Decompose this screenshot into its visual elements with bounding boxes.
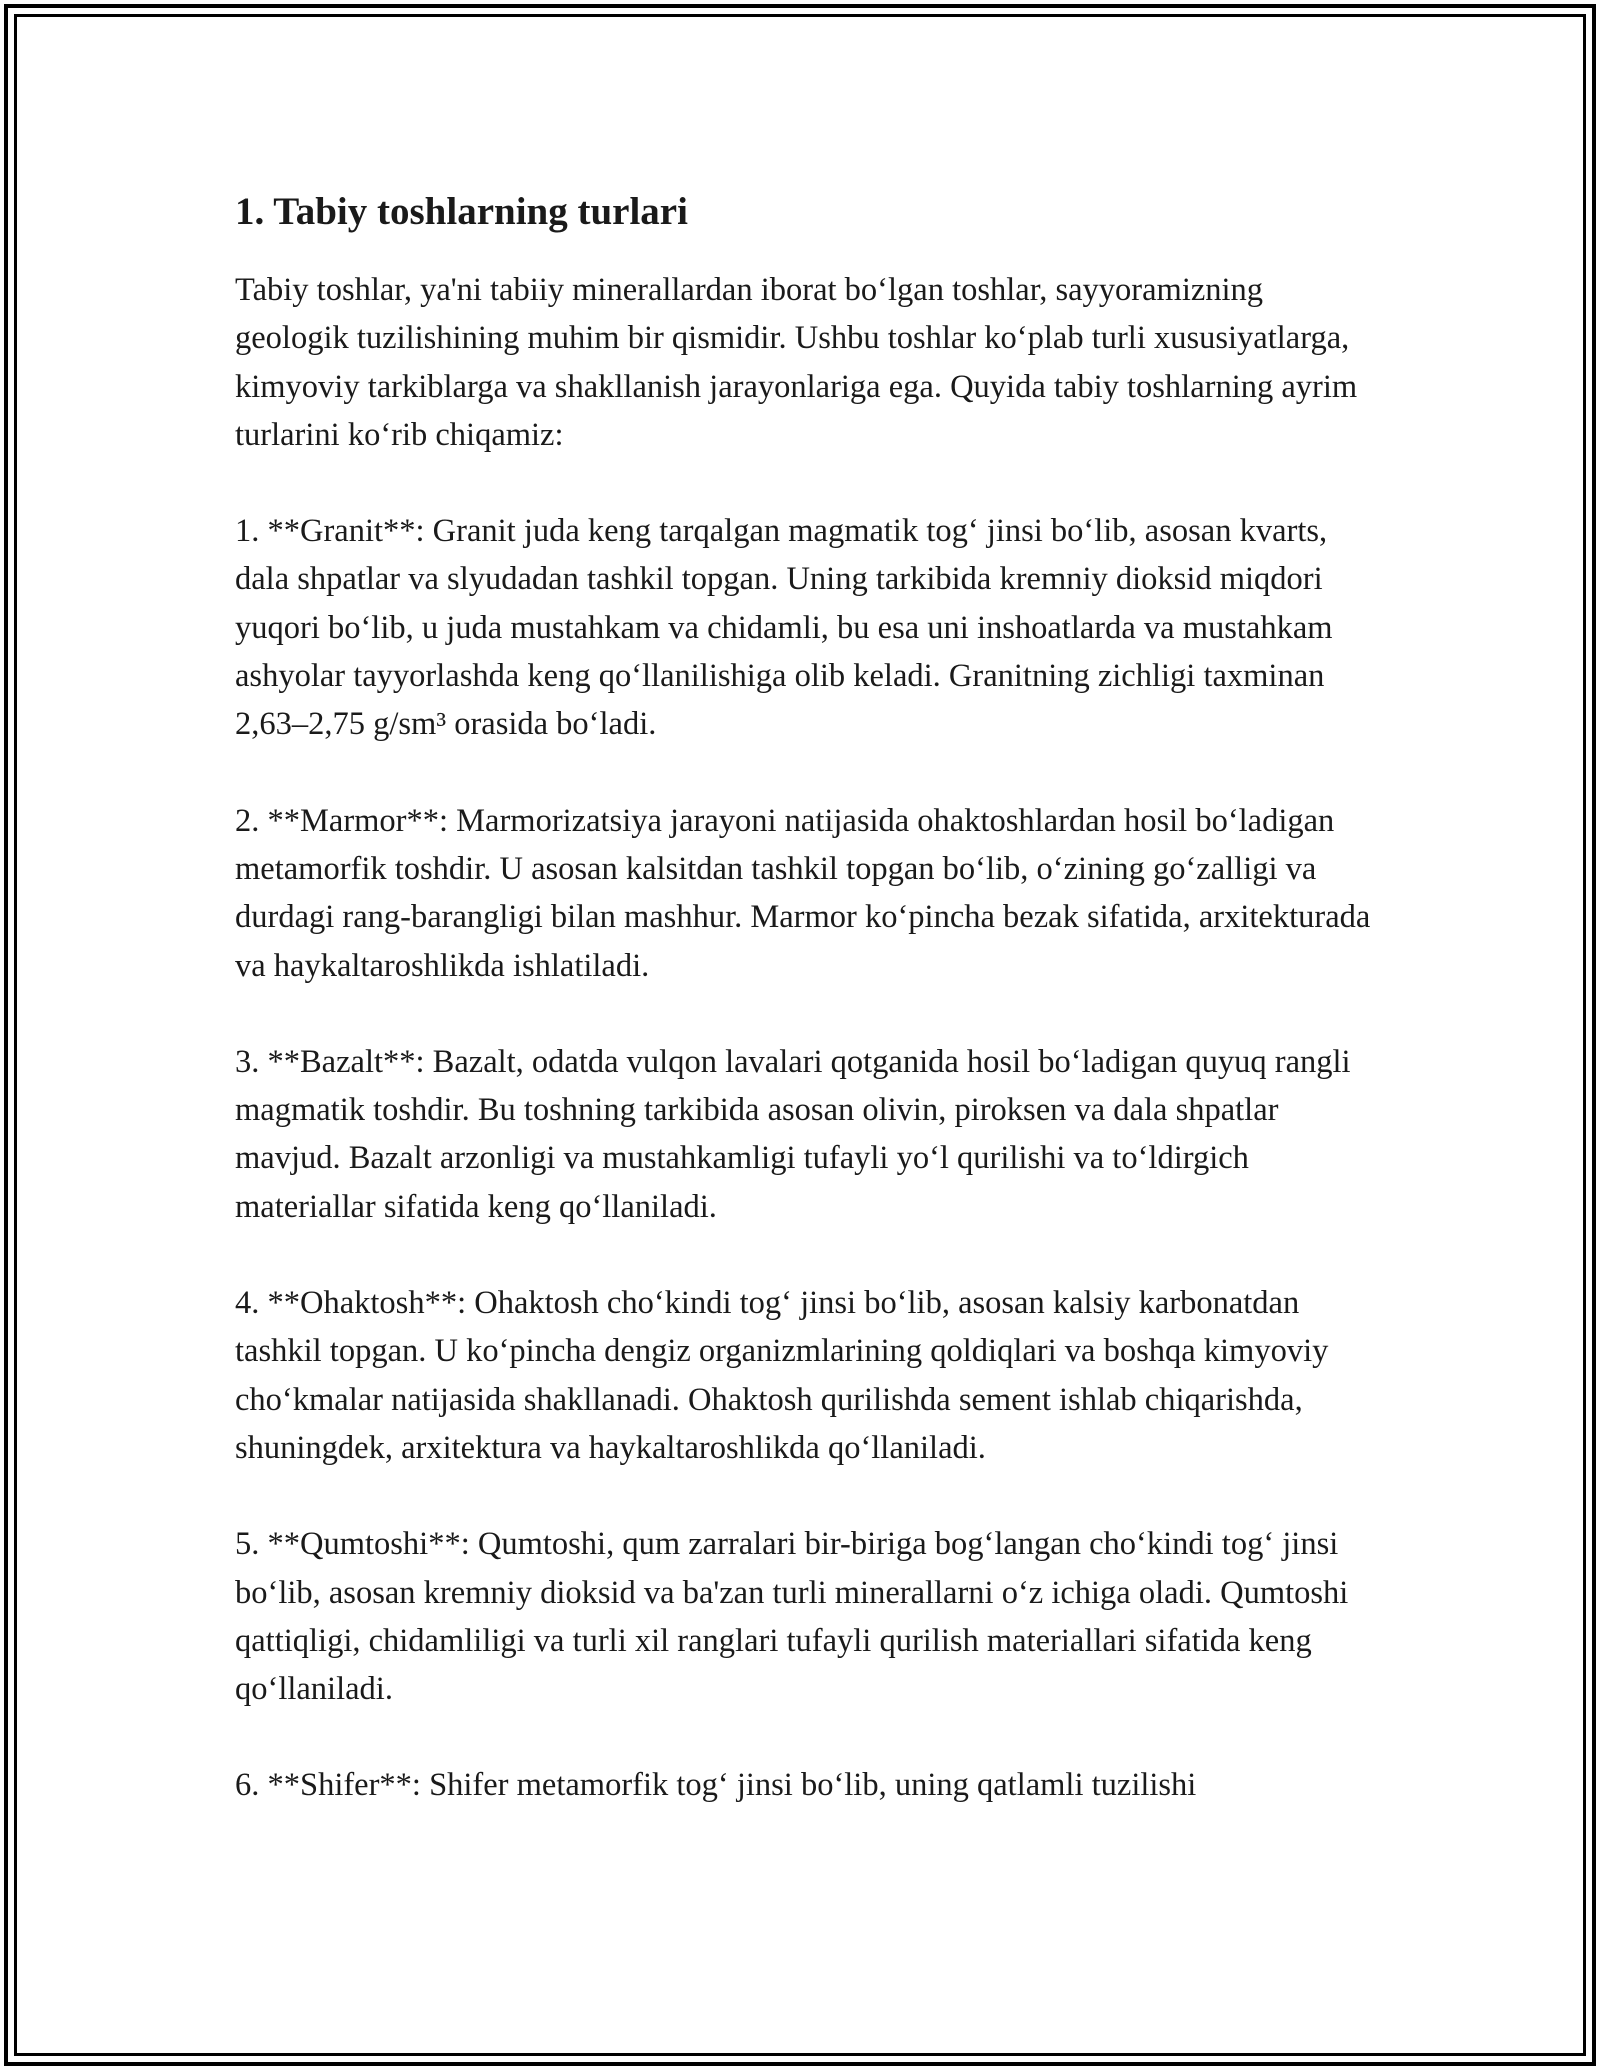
intro-paragraph: Tabiy toshlar, ya'ni tabiiy minerallardan iborat bo‘lgan toshlar, sayyoramizning geologik tuzilishining muhim bir qismidir. Ushbu toshlar ko‘plab turli xususiyatlarga, kimyoviy tarkiblarga va shakllanish jarayonlariga ega. Quyida tabiy toshlarning ayrim turlarini ko‘rib chiqamiz: — [235, 272, 1358, 453]
paragraph-granit: 1. **Granit**: Granit juda keng tarqalgan magmatik tog‘ jinsi bo‘lib, asosan kvarts, dala shpatlar va slyudadan tashkil topgan. Uning tarkibida kremniy dioksid miqdori yuqori bo‘lib, u juda mustahkam va chidamli, bu esa uni inshoatlarda va mustahkam ashyolar tayyorlashda keng qo‘llanilishiga olib keladi. Granitning zichligi taxminan 2,63–2,75 g/sm³ orasida bo‘ladi. — [235, 513, 1333, 743]
document-page — [235, 186, 1375, 1858]
paragraph-qumtoshi: 5. **Qumtoshi**: Qumtoshi, qum zarralari bir-biriga bog‘langan cho‘kindi tog‘ jinsi bo‘lib, asosan kremniy dioksid va ba'zan turli minerallarni o‘z ichiga oladi. Qumtoshi qattiqligi, chidamliligi va turli xil ranglari tufayli qurilish materiallari sifatida keng qo‘llaniladi. — [235, 1526, 1349, 1708]
paragraph-marmor: 2. **Marmor**: Marmorizatsiya jarayoni natijasida ohaktoshlardan hosil bo‘ladigan metamorfik toshdir. U asosan kalsitdan tashkil topgan bo‘lib, o‘zining go‘zalligi va durdagi rang-barangligi bilan mashhur. Marmor ko‘pincha bezak sifatida, arxitekturada va haykaltaroshlikda ishlatiladi. — [235, 802, 1371, 984]
paragraph-shifer: 6. **Shifer**: Shifer metamorfik tog‘ jinsi bo‘lib, uning qatlamli tuzilishi — [235, 1767, 1197, 1804]
paragraph-ohaktosh: 4. **Ohaktosh**: Ohaktosh cho‘kindi tog‘ jinsi bo‘lib, asosan kalsiy karbonatdan tashkil topgan. U ko‘pincha dengiz organizmlarining qoldiqlari va boshqa kimyoviy cho‘kmalar natijasida shakllanadi. Ohaktosh qurilishda sement ishlab chiqarishda, shuningdek, arxitektura va haykaltaroshlikda qo‘llaniladi. — [235, 1285, 1329, 1466]
section-heading: 1. Tabiy toshlarning turlari — [235, 190, 688, 233]
paragraph-bazalt: 3. **Bazalt**: Bazalt, odatda vulqon lavalari qotganida hosil bo‘ladigan quyuq rangli magmatik toshdir. Bu toshning tarkibida asosan olivin, piroksen va dala shpatlar mavjud. Bazalt arzonligi va mustahkamligi tufayli yo‘l qurilishi va to‘ldirgich materiallar sifatida keng qo‘llaniladi. — [235, 1043, 1351, 1225]
